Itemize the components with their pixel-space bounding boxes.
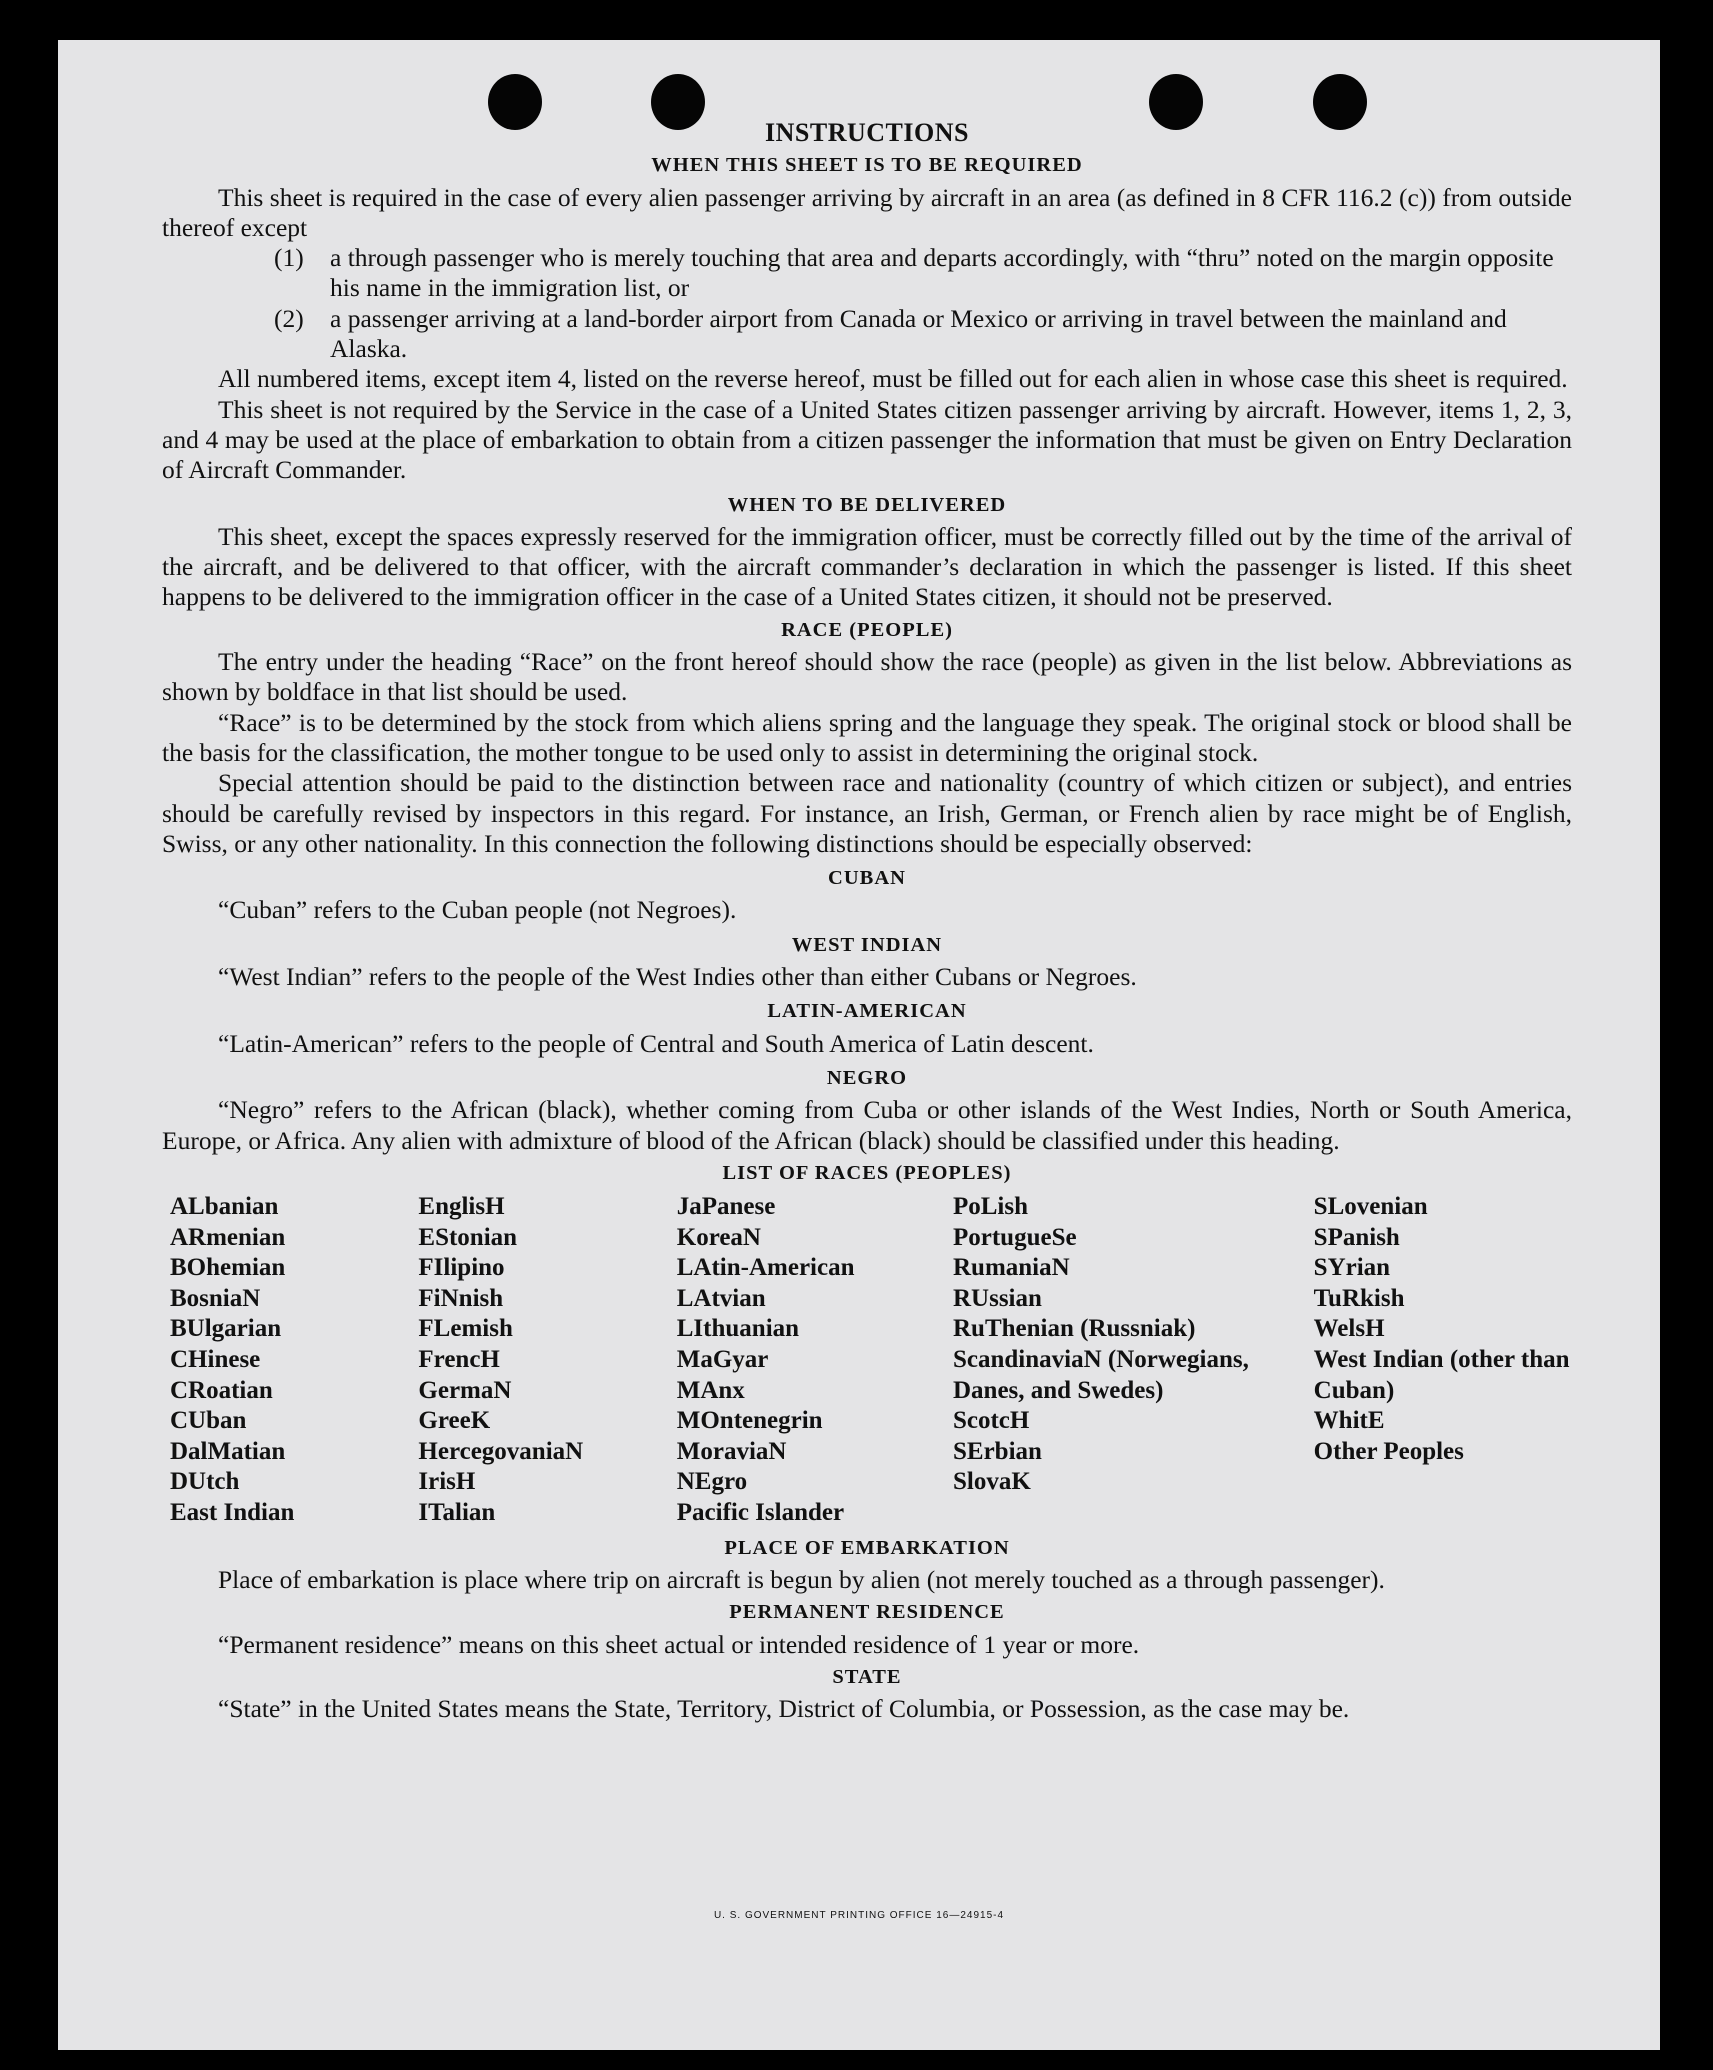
section-heading-required: WHEN THIS SHEET IS TO BE REQUIRED [651, 154, 1083, 177]
race-entry: Pacific Islander [676, 1499, 845, 1527]
race-entry: LIthuanian [676, 1315, 800, 1343]
race-entry: JaPanese [676, 1193, 776, 1221]
race-entry: LAtvian [676, 1284, 766, 1312]
exception-item [162, 304, 1572, 365]
race-entry: GreeK [418, 1407, 491, 1435]
race-entry: PoLish [952, 1193, 1029, 1221]
race-entry: SYrian [1313, 1254, 1391, 1282]
races-column-2 [418, 1192, 676, 1529]
race-entry: IrisH [418, 1468, 476, 1496]
race-entry: WhitE [1313, 1407, 1385, 1435]
race-entry: SLovenian [1313, 1193, 1428, 1221]
race-entry: BOhemian [170, 1254, 286, 1282]
race-entry: RUssian [952, 1284, 1042, 1312]
item-number: (2) [274, 303, 304, 333]
item-text: a passenger arriving at a land-border airport from Canada or Mexico or arriving in travel between the mainland and Alaska. [330, 303, 1507, 364]
race-entry: CUban [170, 1407, 247, 1435]
paragraph-state: “State” in the United States means the State, Territory, District of Columbia, or Possession, as the case may be. [218, 1694, 1350, 1724]
race-entry: CHinese [170, 1346, 261, 1374]
printing-office-footer: U. S. GOVERNMENT PRINTING OFFICE 16—24915-4 [713, 1910, 1005, 1921]
section-heading-residence: PERMANENT RESIDENCE [729, 1601, 1005, 1624]
race-entry: ARmenian [170, 1223, 286, 1251]
section-heading-race: RACE (PEOPLE) [781, 618, 953, 641]
race-entry: BosniaN [170, 1284, 261, 1312]
paragraph-west-indian: “West Indian” refers to the people of the West Indies other than either Cubans or Negroes. [218, 962, 1137, 992]
race-entry: SPanish [1313, 1223, 1400, 1251]
race-entry: SlovaK [952, 1468, 1031, 1496]
paragraph-latin-american: “Latin-American” refers to the people of Central and South America of Latin descent. [218, 1028, 1094, 1058]
race-entry: HercegovaniaN [418, 1437, 584, 1465]
section-heading-cuban: CUBAN [828, 867, 906, 890]
race-entry: MAnx [676, 1376, 745, 1404]
race-entry: MOntenegrin [676, 1407, 823, 1435]
race-entry: West Indian (other than Cuban) [1313, 1346, 1570, 1404]
race-entry: ScotcH [952, 1407, 1030, 1435]
race-entry: SErbian [952, 1437, 1042, 1465]
instructions-body [162, 118, 1572, 1724]
race-entry: Other Peoples [1313, 1437, 1464, 1465]
race-entry: DalMatian [170, 1437, 286, 1465]
page-title: INSTRUCTIONS [765, 118, 969, 147]
paragraph-residence: “Permanent residence” means on this sheet actual or intended residence of 1 year or more. [218, 1629, 1140, 1659]
race-entry: RumaniaN [952, 1254, 1070, 1282]
paragraph-race-stock: “Race” is to be determined by the stock from which aliens spring and the language they speak. The original stock or blood shall be the basis for the classification, the mother tongue to be used only to assist in determining the original stock. [162, 707, 1572, 767]
race-entry: MoraviaN [676, 1437, 787, 1465]
race-entry: NEgro [676, 1468, 748, 1496]
race-entry: ScandinaviaN (Norwegians, Danes, and Swedes) [952, 1346, 1249, 1404]
race-entry: FIlipino [418, 1254, 505, 1282]
paragraph-negro: “Negro” refers to the African (black), whether coming from Cuba or other islands of the West Indies, North or South America, Europe, or Africa. Any alien with admixture of blood of the African (black) should be classified under this heading. [162, 1095, 1572, 1155]
paragraph-cuban: “Cuban” refers to the Cuban people (not Negroes). [218, 895, 737, 925]
paragraph-required-intro: This sheet is required in the case of every alien passenger arriving by aircraft in an area (as defined in 8 CFR 116.2 (c)) from outside thereof except [162, 182, 1572, 242]
race-entry: EnglisH [418, 1193, 505, 1221]
paragraph-race-nationality: Special attention should be paid to the distinction between race and nationality (country of which citizen or subject), and entries should be carefully revised by inspectors in this regard. For instance, an Irish, German, or French alien by race might be of English, Swiss, or any other nationality. In this connection the following distinctions should be especially observed: [162, 768, 1572, 858]
race-entry: DUtch [170, 1468, 240, 1496]
races-column-4 [953, 1192, 1314, 1529]
race-entry: FLemish [418, 1315, 513, 1343]
race-entry: RuThenian (Russniak) [952, 1315, 1196, 1343]
races-list [162, 1192, 1572, 1529]
paragraph-race-entry: The entry under the heading “Race” on the front hereof should show the race (people) as given in the list below. Abbreviations as shown by boldface in that list should be used. [162, 647, 1572, 707]
race-entry: MaGyar [676, 1346, 769, 1374]
race-entry: BUlgarian [170, 1315, 282, 1343]
paragraph-delivered: This sheet, except the spaces expressly reserved for the immigration officer, must be correctly filled out by the time of the arrival of the aircraft, and be delivered to that officer, with the aircraft commander’s declaration in which the passenger is listed. If this sheet happens to be delivered to the immigration officer in the case of a United States citizen, it should not be preserved. [162, 521, 1572, 612]
race-entry: TuRkish [1313, 1284, 1405, 1312]
races-column-1 [170, 1192, 418, 1529]
race-entry: LAtin-American [676, 1254, 855, 1282]
race-entry: FiNnish [418, 1284, 504, 1312]
item-text: a through passenger who is merely touching that area and departs accordingly, with “thru” noted on the margin opposite his name in the immigration list, or [330, 243, 1554, 303]
race-entry: FrencH [418, 1346, 500, 1374]
race-entry: GermaN [418, 1376, 512, 1404]
paragraph-citizen: This sheet is not required by the Service in the case of a United States citizen passenger arriving by aircraft. However, items 1, 2, 3, and 4 may be used at the place of embarkation to obtain from a citizen passenger the information that must be given on Entry Declaration of Aircraft Commander. [162, 394, 1572, 485]
race-entry: KoreaN [676, 1223, 761, 1251]
race-entry: CRoatian [170, 1376, 273, 1404]
race-entry: ALbanian [170, 1193, 279, 1221]
race-entry: EStonian [418, 1223, 518, 1251]
exception-item [162, 243, 1572, 304]
section-heading-west-indian: WEST INDIAN [791, 933, 943, 956]
section-heading-negro: NEGRO [826, 1066, 908, 1089]
race-entry: WelsH [1313, 1315, 1385, 1343]
paragraph-embarkation: Place of embarkation is place where trip on aircraft is begun by alien (not merely touched as a through passenger). [218, 1564, 1385, 1594]
paragraph-numbered-items: All numbered items, except item 4, listed on the reverse hereof, must be filled out for each alien in whose case this sheet is required. [218, 364, 1568, 394]
races-column-5 [1314, 1192, 1572, 1529]
section-heading-latin-american: LATIN-AMERICAN [767, 1000, 967, 1023]
section-heading-races-list: LIST OF RACES (PEOPLES) [722, 1161, 1012, 1184]
item-number: (1) [274, 243, 304, 273]
race-entry: ITalian [418, 1499, 496, 1527]
race-entry: PortugueSe [952, 1223, 1077, 1251]
section-heading-embarkation: PLACE OF EMBARKATION [724, 1536, 1010, 1559]
race-entry: East Indian [170, 1499, 295, 1527]
section-heading-state: STATE [832, 1665, 902, 1688]
races-column-3 [677, 1192, 953, 1529]
document-page [58, 40, 1660, 2050]
section-heading-delivered: WHEN TO BE DELIVERED [727, 493, 1007, 516]
